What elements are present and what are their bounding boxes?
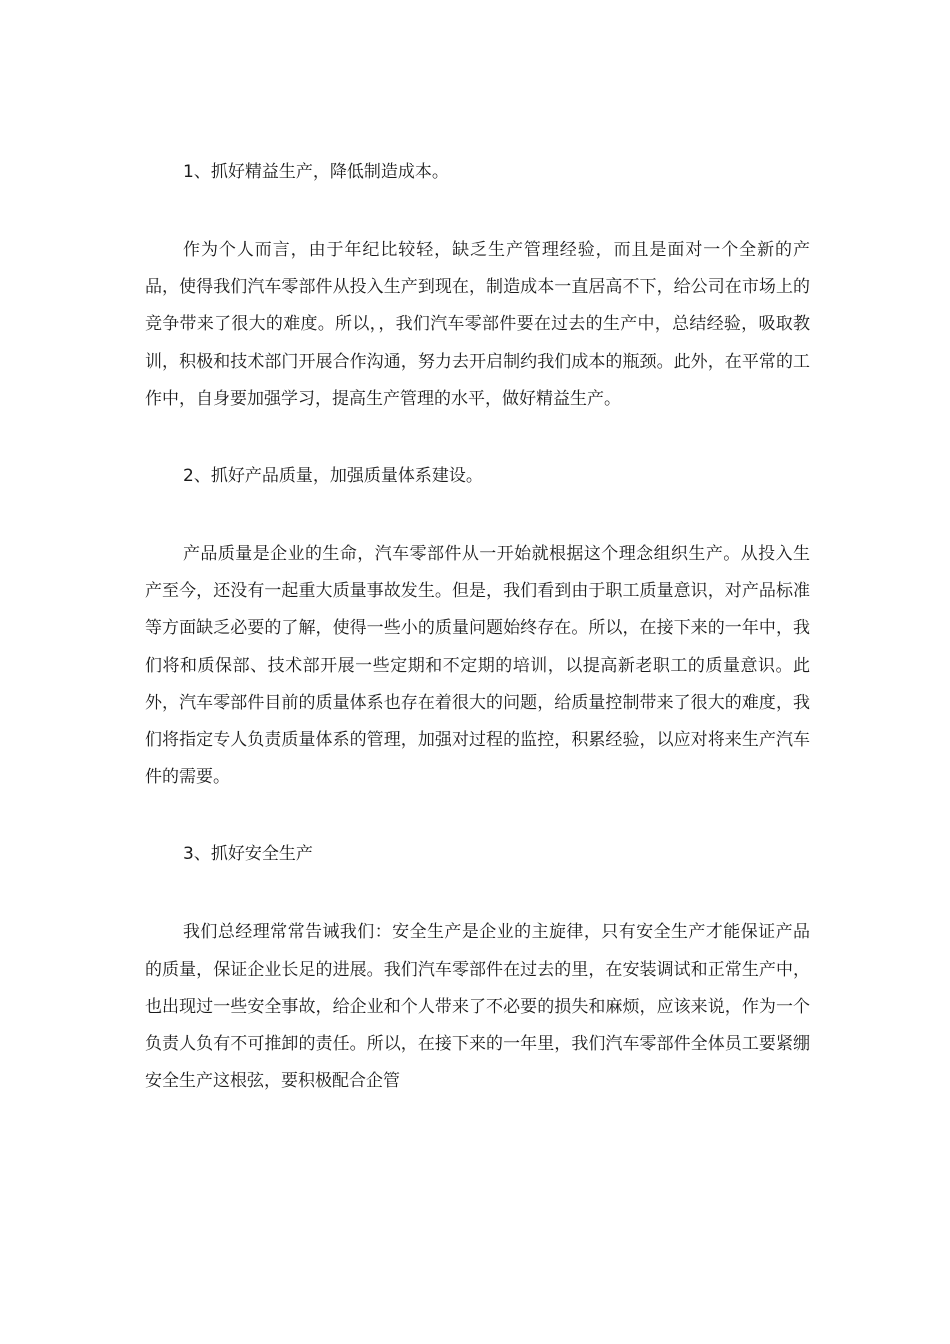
spacer	[145, 873, 810, 914]
section-heading-1: 1、抓好精益生产，降低制造成本。	[183, 162, 449, 182]
spacer	[145, 191, 810, 232]
document-body	[145, 154, 810, 1100]
section-paragraph-2: 产品质量是企业的生命，汽车零部件从一开始就根据这个理念组织生产。从投入生产至今，还没有一起重大质量事故发生。但是，我们看到由于职工质量意识，对产品标准等方面缺乏必要的了解，使得一些小的质量问题始终存在。所以，在接下来的一年中，我们将和质保部、技术部开展一些定期和不定期的培训，以提高新老职工的质量意识。此外，汽车零部件目前的质量体系也存在着很大的问题，给质量控制带来了很大的难度，我们将指定专人负责质量体系的管理，加强对过程的监控，积累经验，以应对将来生产汽车件的需要。	[145, 544, 810, 788]
section-heading-3: 3、抓好安全生产	[183, 844, 313, 865]
section-paragraph-1: 作为个人而言，由于年纪比较轻，缺乏生产管理经验，而且是面对一个全新的产品，使得我们汽车零部件从投入生产到现在，制造成本一直居高不下，给公司在市场上的竞争带来了很大的难度。所以，，我们汽车零部件要在过去的生产中，总结经验，吸取教训，积极和技术部门开展合作沟通，努力去开启制约我们成本的瓶颈。此外，在平常的工作中，自身要加强学习，提高生产管理的水平，做好精益生产。	[145, 240, 810, 409]
spacer	[145, 796, 810, 836]
spacer	[145, 495, 810, 536]
section-paragraph-3: 我们总经理常常告诫我们：安全生产是企业的主旋律，只有安全生产才能保证产品的质量，保证企业长足的进展。我们汽车零部件在过去的里，在安装调试和正常生产中，也出现过一些安全事故，给企业和个人带来了不必要的损失和麻烦，应该来说，作为一个负责人负有不可推卸的责任。所以，在接下来的一年里，我们汽车零部件全体员工要紧绷安全生产这根弦，要积极配合企管	[145, 922, 810, 1092]
spacer	[145, 418, 810, 458]
section-heading-2: 2、抓好产品质量，加强质量体系建设。	[183, 466, 483, 487]
